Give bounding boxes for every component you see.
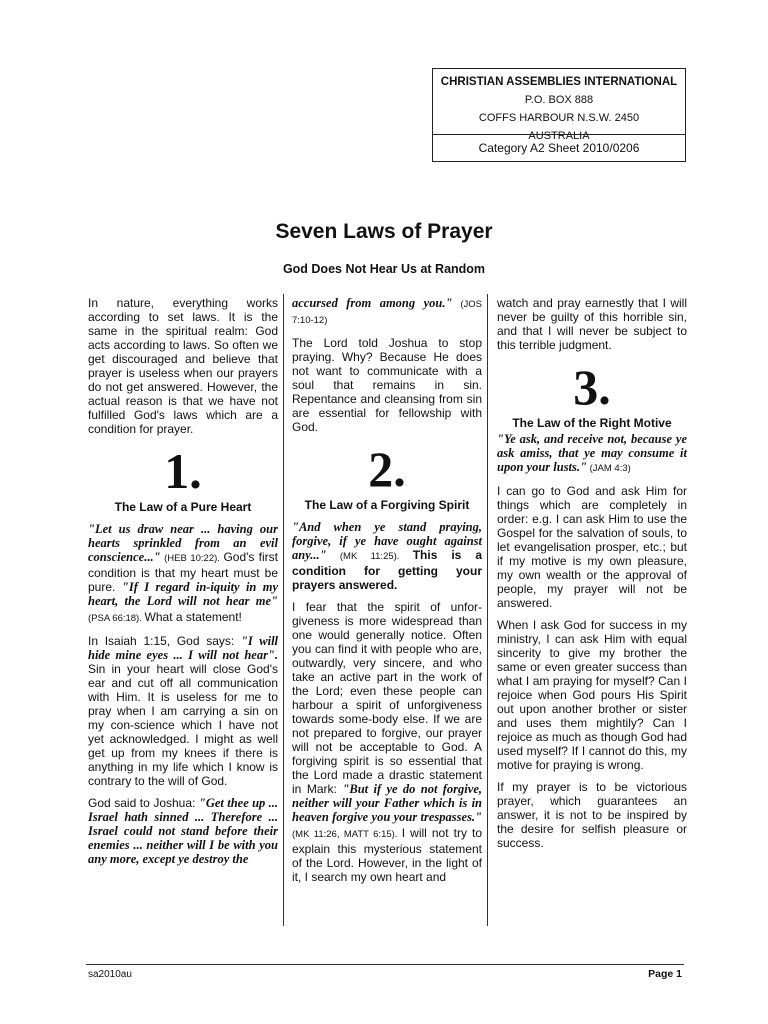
footer-rule: [86, 964, 684, 965]
page-subtitle: God Does Not Hear Us at Random: [282, 262, 486, 276]
scripture-quote: "But if ye do not forgive, neither will your Father which is in heaven forgive you your trespasses.": [292, 782, 482, 824]
scripture-quote: "If I regard in-iquity in my heart, the Lord will not hear me": [88, 580, 279, 608]
body-text: I fear that the spirit of unfor-giveness is more widespread than one would generally notice. Often you can find it with people who are, outwardly, very sincere, and who take an active part in the work of the Lord; even these people can harbour a spirit of unforgiveness towards some-body else. If we are not prepared to forgive, our prayer will not be acceptable to God. A forgiving spirit is so essential that the Lord made a drastic statement in Mark:: [292, 600, 482, 796]
footer-code: sa2010au: [88, 969, 132, 980]
law-1-paragraph-4: The Lord told Joshua to stop praying. Why? Because He does not want to communicate with a soul that remains in sin. Repentance and cleansing from sin are essential for fellowship with God.: [292, 336, 482, 434]
scripture-reference: (MK 11:25).: [326, 551, 413, 562]
scripture-reference: (JAM 4:3): [586, 463, 631, 474]
law-1-paragraph-3-cont: [292, 296, 482, 328]
law-2-number: 2.: [368, 441, 406, 497]
column-2: [292, 296, 482, 892]
law-2-paragraph-2: [292, 600, 482, 884]
law-2-paragraph-1: [292, 520, 482, 592]
address-line-1: P.O. BOX 888: [524, 94, 594, 106]
scripture-quote: "Ye ask, and receive not, because ye ask amiss, that ye may consume it upon your lusts.": [497, 432, 687, 474]
body-text: Sin in your heart will close God's ear and cut off all communication with Him. It is useless for me to pray when I am carrying a sin on my con-science which I have not yet acknowledged. I might as well get up from my knees if there is anything in my life which I know is contrary to the will of God.: [88, 662, 278, 788]
column-divider-1: [283, 294, 284, 926]
address-line-2: COFFS HARBOUR N.S.W. 2450: [478, 112, 640, 124]
law-1-paragraph-2: [88, 634, 278, 788]
law-2-paragraph-2-cont: watch and pray earnestly that I will never be guilty of this horrible sin, and that I will never be subject to this terrible judgment.: [497, 296, 687, 352]
law-3-paragraph-2: I can go to God and ask Him for things which are completely in order: e.g. I can ask Him to use the Gospel for the salvation of souls, to let evangelisation prosper, etc.; but if my motive is my own pleasure, my own wealth or the approval of people, my prayer will not be answered.: [497, 484, 687, 610]
law-1-title: The Law of a Pure Heart: [114, 500, 252, 514]
column-divider-2: [487, 294, 488, 926]
category-sheet: Category A2 Sheet 2010/0206: [433, 134, 685, 161]
address-line-3: AUSTRALIA: [528, 130, 590, 142]
body-text: I will not try to explain this mysterious statement of the Lord. However, in the light of it, I search my own heart and: [292, 826, 482, 884]
law-1-paragraph-1: [88, 522, 278, 626]
body-text: God's first condition is that my heart must be pure.: [88, 550, 278, 594]
law-2-title: The Law of a Forgiving Spirit: [304, 498, 470, 512]
column-3: [497, 296, 687, 858]
organization-name: CHRISTIAN ASSEMBLIES INTERNATIONAL: [440, 76, 678, 88]
column-1: [88, 296, 278, 874]
scripture-reference: (PSA 66:18).: [88, 613, 145, 624]
scripture-quote: "Let us draw near ... having our hearts sprinkled from an evil conscience...": [88, 522, 278, 564]
body-text: God said to Joshua:: [88, 796, 199, 810]
scripture-reference: (JOS 7:10-12): [292, 299, 482, 326]
law-3-paragraph-4: If my prayer is to be victorious prayer, which guarantees an answer, it is not to be inspired by the desire for selfish pleasure or success.: [497, 780, 687, 850]
scripture-quote: "Get thee up ... Israel hath sinned ... Therefore ... Israel could not stand before their enemies ... neither will I be with you any more, except ye destroy the: [88, 796, 278, 866]
scripture-quote: "And when ye stand praying, forgive, if ye have ought against any...": [292, 520, 482, 562]
page-title: Seven Laws of Prayer: [275, 220, 493, 243]
scripture-reference: (HEB 10:22).: [160, 553, 224, 564]
law-3-paragraph-3: When I ask God for success in my ministry, I can ask Him with equal sincerity to give my brother the same or even greater success than what I am praying for myself? Can I rejoice when God pours His Spirit out upon another brother or sister and uses them mightily? Can I rejoice as much as though God had used myself? If I cannot do this, my motive for praying is wrong.: [497, 618, 687, 772]
scripture-reference: (MK 11:26, MATT 6:15).: [292, 829, 402, 840]
law-3-title: The Law of the Right Motive: [512, 416, 672, 430]
law-1-paragraph-3: [88, 796, 278, 866]
law-3-paragraph-1: [497, 432, 687, 476]
scripture-quote: accursed from among you.": [292, 296, 453, 310]
law-1-number: 1.: [164, 443, 202, 499]
body-text: What a statement!: [144, 610, 242, 624]
scripture-quote: "I will hide mine eyes ... I will not hear".: [88, 634, 279, 662]
body-text: In Isaiah 1:15, God says:: [88, 634, 241, 648]
page-number: Page 1: [648, 968, 682, 980]
intro-paragraph: In nature, everything works according to set laws. It is the same in the spiritual realm: God acts according to laws. So often we get discouraged and believe that prayer is useless when our prayers do not get answered. However, the actual reason is that we have not fulfilled God's laws which are a condition for prayer.: [88, 296, 278, 436]
bold-statement: This is a condition for getting your prayers answered.: [292, 548, 482, 592]
organization-box: [432, 68, 686, 162]
law-3-number: 3.: [573, 359, 611, 415]
